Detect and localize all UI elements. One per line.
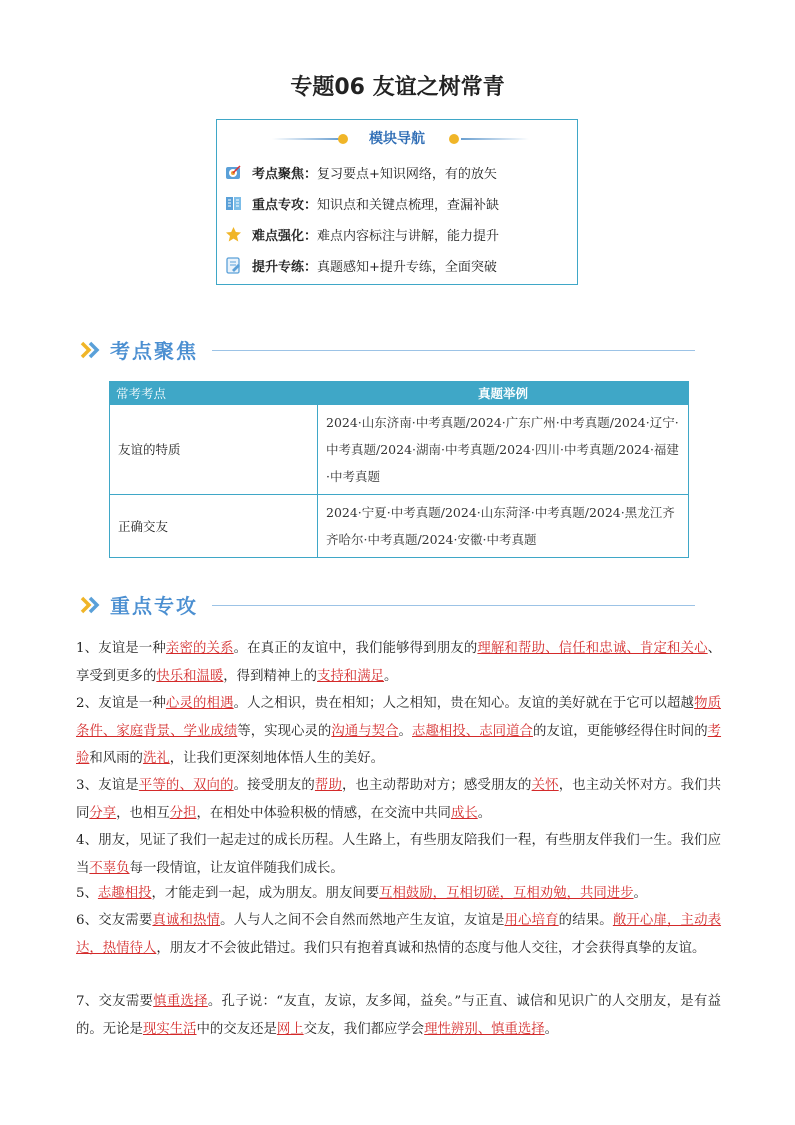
nav-item-desc: 难点内容标注与讲解，能力提升 [317,228,500,244]
key-phrase: 分担 [169,805,197,821]
paragraph-text: 的友谊，更能够经得住时间的 [532,723,708,739]
paragraph-text: ，也主动帮助对方；感受朋友的 [342,778,532,793]
paragraph-text: 中的交友还是 [196,1021,277,1037]
key-phrase: 分享 [89,805,117,821]
paragraph-text: 。 [633,886,647,901]
nav-divider-right [461,138,529,140]
key-phrase: 现实生活 [142,1021,197,1037]
table-header: 常考考点 [110,382,318,405]
target-icon [225,164,242,181]
section-header-key [80,590,695,620]
key-phrase: 物质条件、家庭背景、学业成绩 [76,696,721,739]
paragraph-text: 6、交友需要 [76,913,153,928]
key-phrase: 志趣相投 [97,886,152,901]
knowledge-point [76,635,721,690]
key-phrase: 心灵的相遇 [165,696,234,711]
star-icon [225,226,242,243]
paragraph-text: 。 [477,805,492,821]
key-phrase: 帮助 [314,778,342,793]
key-phrase: 不辜负 [89,860,130,876]
page-title: 专题06 友谊之树常青 [290,75,505,100]
edit-icon [225,257,242,274]
key-phrase: 敞开心扉，主动表达，热情待人 [76,913,722,956]
knowledge-point [76,907,721,962]
paragraph-text: 、享受到更多的 [76,641,722,684]
section-title: 考点聚焦 [110,339,198,363]
book-icon [225,195,242,212]
paragraph-text: 2、友谊是一种 [76,696,166,711]
nav-dot-right [449,134,459,144]
paragraph-text: 。人之相识，贵在相知；人之相知，贵在知心。友谊的美好就在于它可以超越 [233,696,695,711]
double-chevron-icon [80,594,102,616]
nav-item-practice [225,255,497,275]
paragraph-text: 。 [398,723,412,739]
knowledge-point [76,880,721,908]
key-phrase: 慎重选择 [153,994,208,1009]
table-cell-topic: 正确交友 [110,495,318,558]
key-phrase: 支持和满足 [317,668,384,684]
paragraph-text: ，也主动关怀对方。我们共同 [76,778,722,821]
key-phrase: 志趣相投、志同道合 [412,723,533,739]
paragraph-text: 5、 [76,886,98,901]
paragraph-text: 4、朋友，见证了我们一起走过的成长历程。人生路上，有些朋友陪我们一程，有些朋友伴我们一生。我们应当 [76,833,721,876]
section-header-focus [80,335,695,365]
section-divider [212,605,695,606]
paragraph-text: 和风雨的 [89,751,143,766]
table-cell-examples: 2024·山东济南·中考真题/2024·广东广州·中考真题/2024·辽宁·中考真题/2024·湖南·中考真题/2024·四川·中考真题/2024·福建·中考真题 [318,405,689,495]
nav-item-label: 重点专攻： [252,197,318,213]
knowledge-point [76,827,721,882]
key-phrase: 用心培育 [504,913,559,928]
key-phrase: 理性辨别、慎重选择 [424,1021,545,1037]
exam-points-table [109,381,689,558]
nav-heading: 模块导航 [369,131,425,147]
paragraph-text: 。 [544,1021,559,1037]
paragraph-text: 等，实现心灵的 [237,723,332,739]
key-phrase: 成长 [450,805,478,821]
nav-item-difficult [225,224,499,244]
module-navigation-box [216,119,578,285]
table-row [110,495,689,558]
table-cell-examples: 2024·宁夏·中考真题/2024·山东菏泽·中考真题/2024·黑龙江齐齐哈尔·中考真题/2024·安徽·中考真题 [318,495,689,558]
paragraph-text: ，得到精神上的 [223,668,318,684]
paragraph-text: 3、友谊是 [76,778,139,793]
paragraph-text: ，在相处中体验积极的情感，在交流中共同 [196,805,451,821]
double-chevron-icon [80,339,102,361]
key-phrase: 网上 [276,1021,304,1037]
key-phrase: 关怀 [531,778,559,793]
paragraph-text: ，也相互 [116,805,170,821]
nav-item-desc: 真题感知+提升专练，全面突破 [317,259,497,275]
nav-header [217,126,577,152]
key-phrase: 快乐和温暖 [156,668,224,684]
paragraph-text: 每一段情谊，让友谊伴随我们成长。 [129,860,344,876]
key-phrase: 考验 [76,723,722,766]
knowledge-point [76,690,721,773]
nav-item-focus [225,162,497,182]
paragraph-text: 的结果。 [558,913,613,928]
nav-item-desc: 复习要点+知识网络，有的放矢 [317,166,497,182]
nav-item-label: 难点强化： [252,228,318,244]
key-phrase: 互相鼓励，互相切磋，互相劝勉，共同进步 [379,886,634,901]
key-phrase: 真诚和热情 [152,913,221,928]
knowledge-point [76,772,721,827]
table-header-row [110,382,689,405]
section-title: 重点专攻 [110,594,198,618]
nav-item-label: 考点聚焦： [252,166,318,182]
key-phrase: 平等的、双向的 [138,778,234,793]
knowledge-point [76,988,721,1043]
key-phrase: 沟通与契合 [331,723,399,739]
table-header: 真题举例 [318,382,689,405]
table-cell-topic: 友谊的特质 [110,405,318,495]
paragraph-text: 。人与人之间不会自然而然地产生友谊，友谊是 [220,913,505,928]
nav-item-desc: 知识点和关键点梳理，查漏补缺 [317,197,500,213]
paragraph-text: 7、交友需要 [76,994,154,1009]
paragraph-text: 。 [383,668,398,684]
table-row [110,405,689,495]
paragraph-text: ，朋友才不会彼此错过。我们只有抱着真诚和热情的态度与他人交往，才会获得真挚的友谊。 [156,940,706,956]
nav-item-label: 提升专练： [252,259,318,275]
paragraph-text: 。在真正的友谊中，我们能够得到朋友的 [233,641,478,656]
paragraph-text: 。孔子说：“友直，友谅，友多闻，益矣。”与正直、诚信和见识广的人交朋友，是有益的。无论是 [76,994,721,1037]
paragraph-text: 。接受朋友的 [233,778,315,793]
key-phrase: 洗礼 [142,751,170,766]
paragraph-text: ，才能走到一起，成为朋友。朋友间要 [151,886,380,901]
paragraph-text: ，让我们更深刻地体悟人生的美好。 [169,751,384,766]
paragraph-text: 交友，我们都应学会 [303,1021,425,1037]
key-phrase: 亲密的关系 [165,641,234,656]
paragraph-text: 1、友谊是一种 [76,641,166,656]
section-divider [212,350,695,351]
key-phrase: 理解和帮助、信任和忠诚、肯定和关心 [477,641,708,656]
nav-item-key [225,193,499,213]
